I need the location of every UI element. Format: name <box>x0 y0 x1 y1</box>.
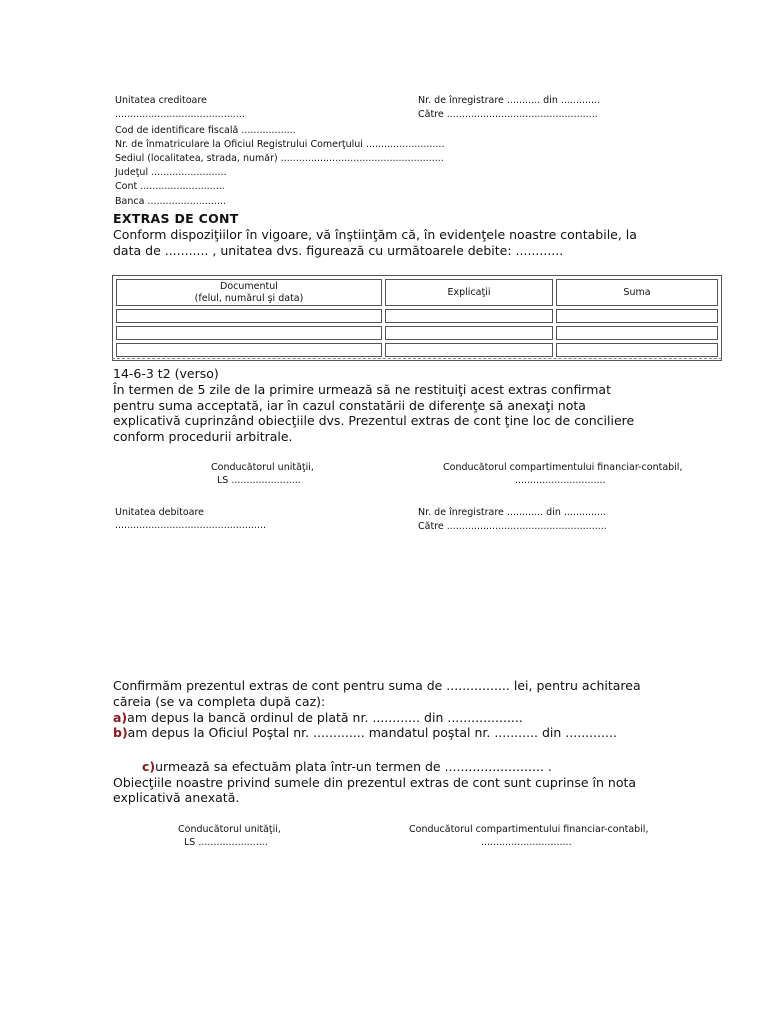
cell-explanations[interactable] <box>385 343 553 357</box>
table-row <box>116 326 718 340</box>
recipient: Către .................................................. <box>418 109 598 120</box>
header-explanations: Explicaţii <box>385 279 553 306</box>
trade-register-number: Nr. de înmatriculare la Oficiul Registrului Comerţului .......................... <box>115 139 445 150</box>
headquarters: Sediul (localitatea, strada, număr) ...................................................... <box>115 153 444 164</box>
cell-amount[interactable] <box>556 326 718 340</box>
finance-signature-title: Conducătorul compartimentului financiar-contabil, <box>443 462 683 473</box>
cut-line <box>112 358 722 359</box>
cell-explanations[interactable] <box>385 309 553 323</box>
debtor-label: Unitatea debitoare <box>115 507 205 518</box>
option-c <box>142 759 552 775</box>
intro-line-2: data de ........... , unitatea dvs. figurează cu următoarele debite: ............ <box>113 243 564 258</box>
document-title: EXTRAS DE CONT <box>113 211 239 226</box>
option-b <box>113 725 617 741</box>
finance-signature-title-2: Conducătorul compartimentului financiar-contabil, <box>409 824 649 835</box>
option-c-marker: c) <box>142 759 156 774</box>
table-row <box>116 309 718 323</box>
confirm-line-2: căreia (se va completa după caz): <box>113 694 326 709</box>
manager-signature-ls: LS ....................... <box>217 475 301 486</box>
cell-document[interactable] <box>116 343 382 357</box>
header-document <box>116 279 382 306</box>
option-b-text: am depus la Oficiul Poştal nr. ............. mandatul poştal nr. ........... din ............. <box>127 725 617 740</box>
manager-signature-title-2: Conducătorul unităţii, <box>178 824 281 835</box>
cell-amount[interactable] <box>556 309 718 323</box>
cell-explanations[interactable] <box>385 326 553 340</box>
table-header-row <box>116 279 718 306</box>
finance-signature-dots: .............................. <box>515 475 606 486</box>
header-document-title: Documentul <box>220 280 278 292</box>
table-row <box>116 343 718 357</box>
bank: Banca .......................... <box>115 196 226 207</box>
objections-line-2: explicativă anexată. <box>113 790 240 805</box>
option-a-marker: a) <box>113 710 128 725</box>
finance-signature-dots-2: .............................. <box>481 837 572 848</box>
option-a <box>113 710 523 726</box>
manager-signature-ls-2: LS ....................... <box>184 837 268 848</box>
cell-document[interactable] <box>116 326 382 340</box>
terms-line-2: pentru suma acceptată, iar în cazul constatării de diferenţe să anexaţi nota <box>113 398 586 413</box>
debtor-recipient: Către ..................................................... <box>418 521 607 532</box>
header-amount: Suma <box>556 279 718 306</box>
account: Cont ............................ <box>115 181 225 192</box>
option-a-text: am depus la bancă ordinul de plată nr. ............ din ................... <box>127 710 523 725</box>
cell-amount[interactable] <box>556 343 718 357</box>
confirm-line-1: Confirmăm prezentul extras de cont pentru suma de ................ lei, pentru achitarea <box>113 678 641 693</box>
debtor-dots: .................................................. <box>115 520 266 531</box>
form-code: 14-6-3 t2 (verso) <box>113 366 219 381</box>
intro-line-1: Conform dispoziţiilor în vigoare, vă înştiinţăm că, în evidenţele noastre contabile, la <box>113 227 637 242</box>
county: Judeţul ......................... <box>115 167 227 178</box>
debtor-registration-number: Nr. de înregistrare ............ din .............. <box>418 507 607 518</box>
header-document-subtitle: (felul, numărul şi data) <box>194 292 304 304</box>
debits-table <box>112 275 722 361</box>
objections-line-1: Obiecţiile noastre privind sumele din prezentul extras de cont sunt cuprinse în nota <box>113 775 637 790</box>
option-c-text: urmează sa efectuăm plata într-un termen de ......................... . <box>155 759 552 774</box>
terms-line-3: explicativă cuprinzând obiecţiile dvs. Prezentul extras de cont ţine loc de conciliere <box>113 413 635 428</box>
cell-document[interactable] <box>116 309 382 323</box>
registration-number: Nr. de înregistrare ........... din ............. <box>418 95 601 106</box>
terms-line-4: conform procedurii arbitrale. <box>113 429 293 444</box>
manager-signature-title: Conducătorul unităţii, <box>211 462 314 473</box>
creditor-dots: ........................................... <box>115 109 245 120</box>
terms-line-1: În termen de 5 zile de la primire urmează să ne restituiţi acest extras confirmat <box>113 382 611 397</box>
creditor-label: Unitatea creditoare <box>115 95 207 106</box>
option-b-marker: b) <box>113 725 128 740</box>
fiscal-code: Cod de identificare fiscală .................. <box>115 125 296 136</box>
